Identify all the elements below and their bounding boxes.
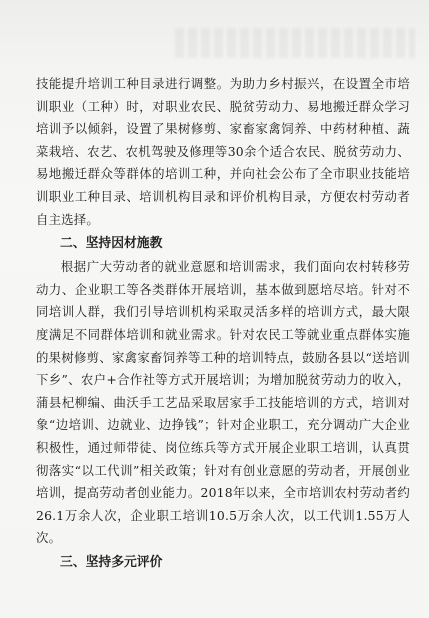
paragraph-training-catalog: 技能提升培训工种目录进行调整。为助力乡村振兴，在设置全市培训职业（工种）时，对职业农民、脱贫劳动力、易地搬迁群众学习培训予以倾斜，设置了果树修剪、家畜家禽饲养、中药材种植、蔬菜栽培、农艺、农机驾驶及修理等30余个适合农民、脱贫劳动力、易地搬迁群众等群体的培训工种，并向社会公布了全市职业技能培训职业工种目录、培训机构目录和评价机构目录，方便农村劳动者自主选择。 <box>36 76 410 227</box>
section-heading-2: 二、坚持因材施教 <box>60 236 163 252</box>
bleed-through-shadow <box>175 28 415 58</box>
document-body <box>36 73 410 574</box>
paragraph-tailored-training: 根据广大劳动者的就业意愿和培训需求，我们面向农村转移劳动力、企业职工等各类群体开展培训，基本做到愿培尽培。针对不同培训人群，我们引导培训机构采取灵活多样的培训方式，最大限度满足不同群体培训和就业需求。针对农民工等就业重点群体实施的果树修剪、家禽家畜饲养等工种的培训特点，鼓励各县以“送培训下乡”、农户+合作社等方式开展培训；为增加脱贫劳动力的收入，蒲县杞柳编、曲沃手工艺品采取居家手工技能培训的方式，培训对象“边培训、边就业、边挣钱”；针对企业职工，充分调动广大企业积极性，通过师带徒、岗位练兵等方式开展企业职工培训，认真贯彻落实“以工代训”相关政策；针对有创业意愿的劳动者，开展创业培训，提高劳动者创业能力。2018年以来，全市培训农村劳动者约26.1万余人次，企业职工培训10.5万余人次，以工代训1.55万人次。 <box>36 259 410 546</box>
section-heading-3: 三、坚持多元评价 <box>60 554 163 570</box>
